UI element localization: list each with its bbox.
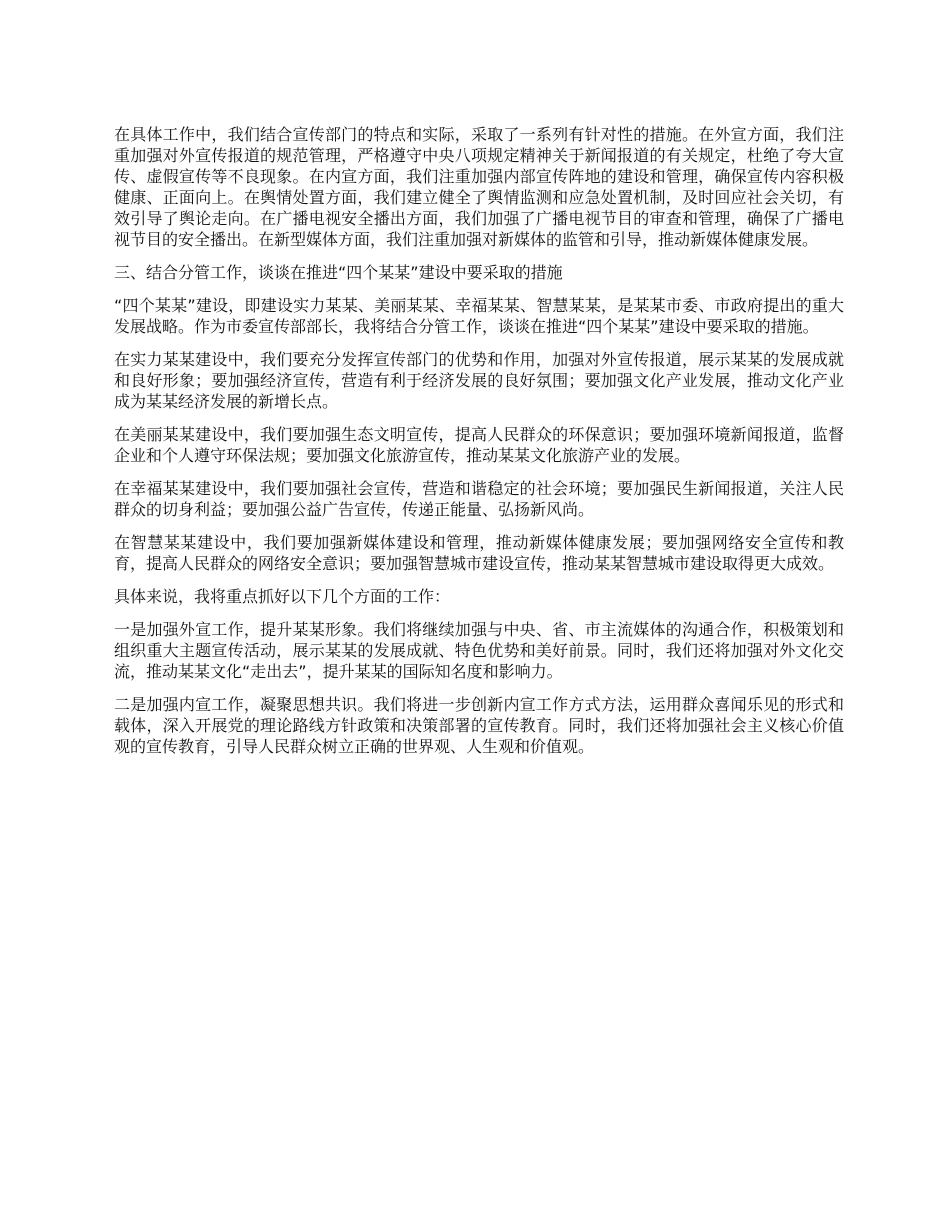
paragraph-four-strategy-intro: “四个某某”建设，即建设实力某某、美丽某某、幸福某某、智慧某某，是某某市委、市政府提出的重大发展战略。作为市委宣传部部长，我将结合分管工作，谈谈在推进“四个某某”建设中要采取的措施。 (114, 296, 844, 336)
paragraph-internal-publicity: 二是加强内宣工作，凝聚思想共识。我们将进一步创新内宣工作方式方法，运用群众喜闻乐见的形式和载体，深入开展党的理论路线方针政策和决策部署的宣传教育。同时，我们还将加强社会主义核心价值观的宣传教育，引导人民群众树立正确的世界观、人生观和价值观。 (114, 695, 844, 756)
document-body (114, 124, 844, 757)
paragraph-specific-intro: 具体来说，我将重点抓好以下几个方面的工作： (114, 587, 451, 606)
paragraph-beautiful-city: 在美丽某某建设中，我们要加强生态文明宣传，提高人民群众的环保意识；要加强环境新闻报道，监督企业和个人遵守环保法规；要加强文化旅游宣传，推动某某文化旅游产业的发展。 (114, 425, 844, 465)
section-heading-three: 三、结合分管工作，谈谈在推进“四个某某”建设中要采取的措施 (114, 263, 563, 282)
paragraph-smart-city: 在智慧某某建设中，我们要加强新媒体建设和管理，推动新媒体健康发展；要加强网络安全宣传和教育，提高人民群众的网络安全意识；要加强智慧城市建设宣传，推动某某智慧城市建设取得更大成效。 (114, 533, 844, 573)
paragraph-measures-summary: 在具体工作中，我们结合宣传部门的特点和实际，采取了一系列有针对性的措施。在外宣方面，我们注重加强对外宣传报道的规范管理，严格遵守中央八项规定精神关于新闻报道的有关规定，杜绝了夸大宣传、虚假宣传等不良现象。在内宣方面，我们注重加强内部宣传阵地的建设和管理，确保宣传内容积极健康、正面向上。在舆情处置方面，我们建立健全了舆情监测和应急处置机制，及时回应社会关切，有效引导了舆论走向。在广播电视安全播出方面，我们加强了广播电视节目的审查和管理，确保了广播电视节目的安全播出。在新型媒体方面，我们注重加强对新媒体的监管和引导，推动新媒体健康发展。 (114, 125, 844, 249)
paragraph-external-publicity: 一是加强外宣工作，提升某某形象。我们将继续加强与中央、省、市主流媒体的沟通合作，积极策划和组织重大主题宣传活动，展示某某的发展成就、特色优势和美好前景。同时，我们还将加强对外文化交流，推动某某文化“走出去”，提升某某的国际知名度和影响力。 (114, 620, 844, 681)
paragraph-happy-city: 在幸福某某建设中，我们要加强社会宣传，营造和谐稳定的社会环境；要加强民生新闻报道，关注人民群众的切身利益；要加强公益广告宣传，传递正能量、弘扬新风尚。 (114, 479, 844, 519)
paragraph-strong-city: 在实力某某建设中，我们要充分发挥宣传部门的优势和作用，加强对外宣传报道，展示某某的发展成就和良好形象；要加强经济宣传，营造有利于经济发展的良好氛围；要加强文化产业发展，推动文化产业成为某某经济发展的新增长点。 (114, 350, 844, 411)
